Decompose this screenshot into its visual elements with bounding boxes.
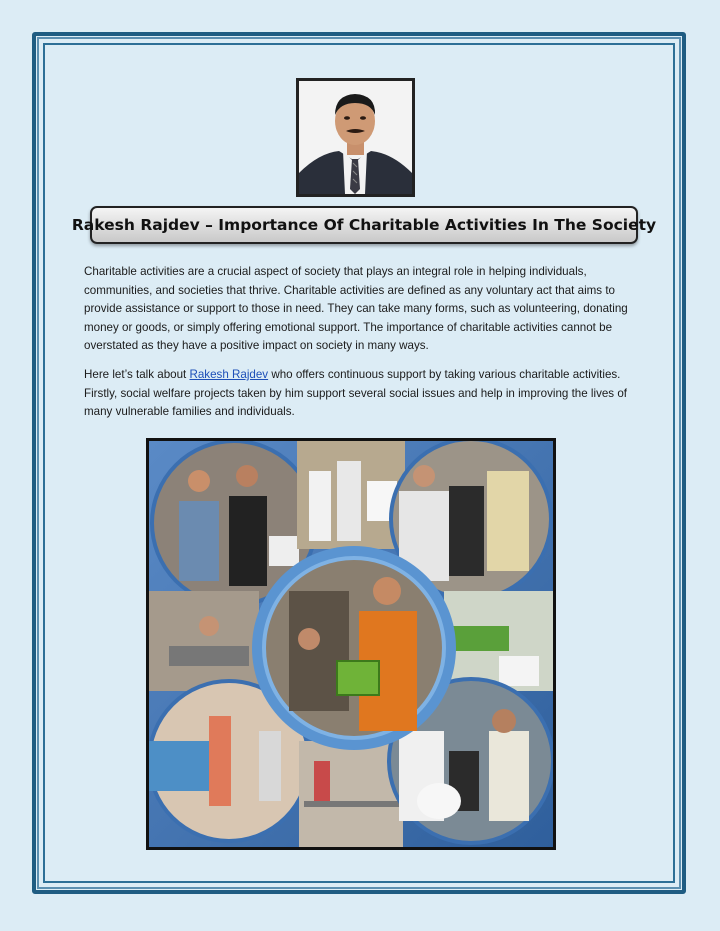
page-title: Rakesh Rajdev – Importance Of Charitable Activities In The Society [71,216,657,234]
collage-image [149,441,553,847]
title-banner [71,206,657,244]
person-portrait-image [299,81,412,194]
intro-paragraph: Charitable activities are a crucial aspect of society that plays an integral role in helping individuals, communities, and societies that thrive. Charitable activities are defined as any voluntary act that aims to provide assistance or support to those in need. They can take many forms, such as volunteering, donating money or goods, or simply offering emotional support. The importance of charitable activities cannot be overstated as they have a positive impact on society in many ways. [84,265,628,353]
second-paragraph [84,366,640,422]
second-paragraph-rest: who offers continuous support by taking various charitable activities. Firstly, social welfare projects taken by him support several social issues and help in improving the lives of many vulnerable families and individuals. [84,368,627,419]
charity-photo-collage [146,438,556,850]
rakesh-rajdev-link[interactable]: Rakesh Rajdev [189,368,269,381]
second-paragraph-lead: Here let’s talk about [84,368,190,381]
portrait-photo [296,78,415,197]
